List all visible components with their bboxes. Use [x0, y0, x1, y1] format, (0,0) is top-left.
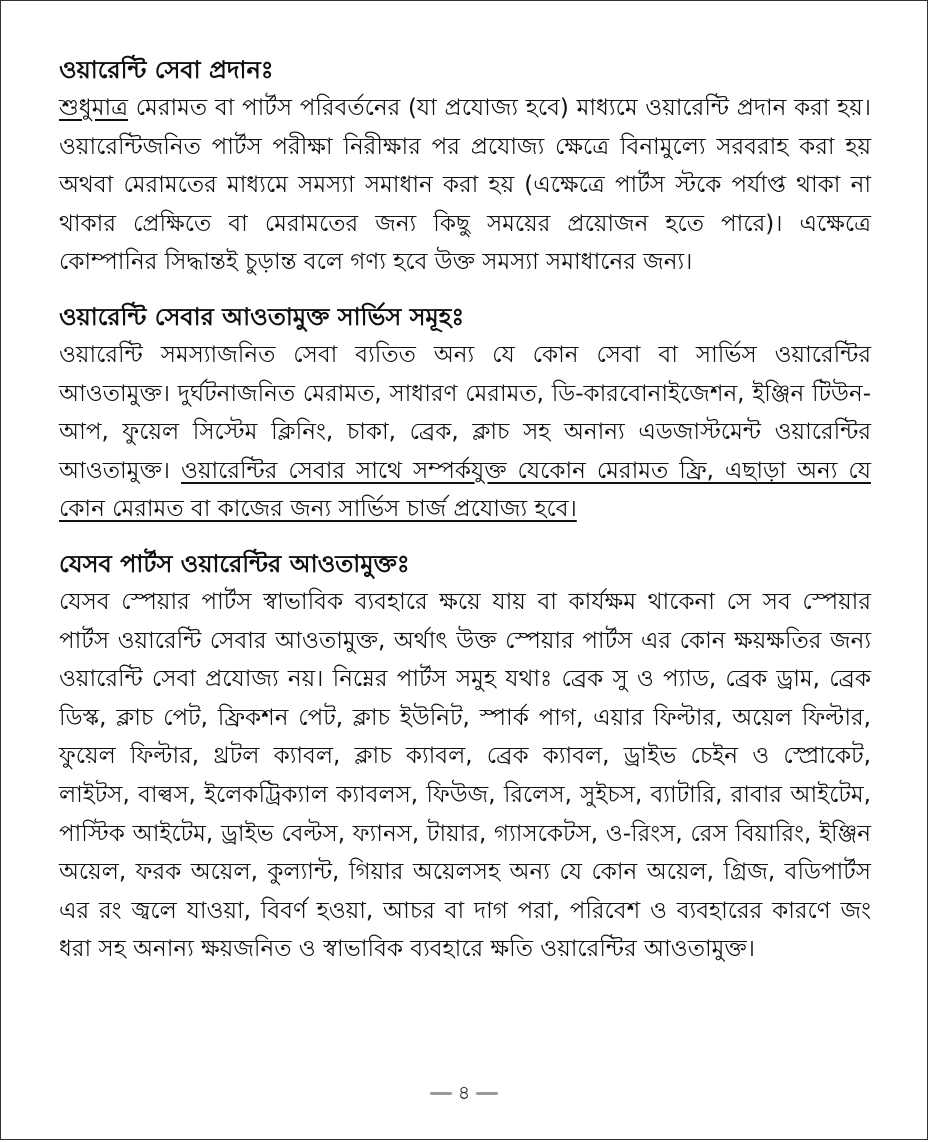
section-services-excluded [59, 298, 871, 529]
section-parts-excluded [59, 545, 871, 969]
paragraph-text: মেরামত বা পার্টস পরিবর্তনের (যা প্রযোজ্য হবে) মাধ্যমে ওয়ারেন্টি প্রদান করা হয়। ওয়ারেন্টিজনিত পার্টস পরীক্ষা নিরীক্ষার পর প্রযোজ্য ক্ষেত্রে বিনামুল্যে সরবরাহ করা হয় অথবা মেরামতের মাধ্যমে সমস্যা সমাধান করা হয় (এক্ষেত্রে পার্টস স্টকে পর্যাপ্ত থাকা না থাকার প্রেক্ষিতে বা মেরামতের জন্য কিছু সময়ের প্রয়োজন হতে পারে)। এক্ষেত্রে কোম্পানির সিদ্ধান্তই চুড়ান্ত বলে গণ্য হবে উক্ত সমস্যা সমাধানের জন্য। [59, 95, 871, 276]
left-dash-ornament [430, 1092, 452, 1095]
section-paragraph: যেসব স্পেয়ার পার্টস স্বাভাবিক ব্যবহারে ক্ষয়ে যায় বা কার্যক্ষম থাকেনা সে সব স্পেয়ার পার্টস ওয়ারেন্টি সেবার আওতামুক্ত, অর্থাৎ উক্ত স্পেয়ার পার্টস এর কোন ক্ষয়ক্ষতির জন্য ওয়ারেন্টি সেবা প্রযোজ্য নয়। নিম্নের পার্টস সমুহ যথাঃ ব্রেক সু ও প্যাড, ব্রেক ড্রাম, ব্রেক ডিস্ক, ক্লাচ পেট, ফ্রিকশন পেট, ক্লাচ ইউনিট, স্পার্ক পাগ, এয়ার ফিল্টার, অয়েল ফিল্টার, ফুয়েল ফিল্টার, থ্রটল ক্যাবল, ক্লাচ ক্যাবল, ব্রেক ক্যাবল, ড্রাইভ চেইন ও স্প্রোকেট, লাইটস, বাল্বস, ইলেকট্রিক্যাল ক্যাবলস, ফিউজ, রিলেস, সুইচস, ব্যাটারি, রাবার আইটেম, পাস্টিক আইটেম, ড্রাইভ বেল্টস, ফ্যানস, টায়ার, গ্যাসকেটস, ও-রিংস, রেস বিয়ারিং, ইঞ্জিন অয়েল, ফরক অয়েল, কুল্যান্ট, গিয়ার অয়েলসহ অন্য যে কোন অয়েল, গ্রিজ, বডিপার্টস এর রং জ্বলে যাওয়া, বিবর্ণ হওয়া, আচর বা দাগ পরা, পরিবেশ ও ব্যবহারের কারণে জং ধরা সহ অনান্য ক্ষয়জনিত ও স্বাভাবিক ব্যবহারে ক্ষতি ওয়ারেন্টির আওতামুক্ত। [59, 588, 871, 963]
paragraph-text: ওয়ারেন্টি সমস্যাজনিত সেবা ব্যতিত অন্য যে কোন সেবা বা সার্ভিস ওয়ারেন্টির আওতামুক্ত। দুর্ঘটনাজনিত মেরামত, সাধারণ মেরামত, ডি-কারবোনাইজেশন, ইঞ্জিন টিউন-আপ, ফুয়েল সিস্টেম ক্লিনিং, চাকা, ব্রেক, ক্লাচ সহ অনান্য এডজাস্টমেন্ট ওয়ারেন্টির আওতামুক্ত। [59, 341, 871, 484]
section-heading: ওয়ারেন্টি সেবা প্রদানঃ [59, 56, 274, 84]
page-number: ৪ [457, 1082, 471, 1104]
section-heading: ওয়ারেন্টি সেবার আওতামুক্ত সার্ভিস সমূহঃ [59, 302, 465, 331]
underlined-lead-text: শুধুমাত্র [59, 95, 129, 121]
section-warranty-service-provision [59, 51, 871, 282]
right-dash-ornament [476, 1092, 498, 1095]
section-paragraph [59, 89, 871, 282]
section-paragraph [59, 336, 871, 529]
section-heading: যেসব পার্টস ওয়ারেন্টির আওতামুক্তঃ [59, 549, 410, 578]
page-content [59, 51, 871, 985]
page-number-footer [1, 1081, 927, 1105]
underlined-note-text: ওয়ারেন্টির সেবার সাথে সম্পর্কযুক্ত যেকোন মেরামত ফ্রি, এছাড়া অন্য যে কোন মেরামত বা কাজের জন্য সার্ভিস চার্জ প্রযোজ্য হবে। [59, 457, 871, 523]
